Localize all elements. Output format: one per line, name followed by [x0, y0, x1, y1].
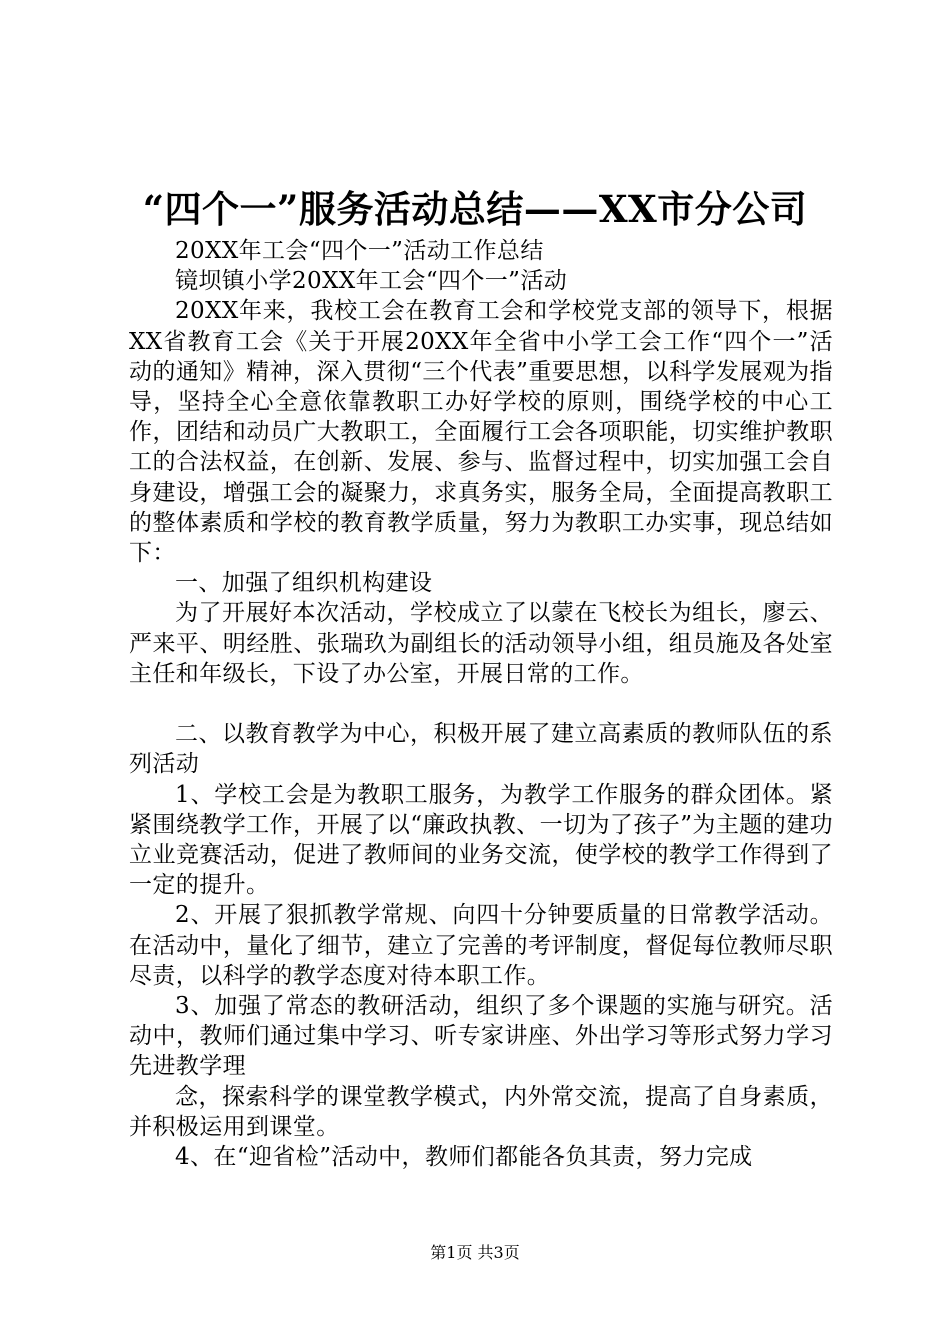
page-footer: 第1页 共3页 — [430, 1243, 520, 1262]
subtitle-line: 20XX年工会“四个一”活动工作总结 — [175, 238, 544, 264]
paragraph: 1、学校工会是为教职工服务，为教学工作服务的群众团体。紧紧围绕教学工作，开展了以“廉政执教、一切为了孩子”为主题的建功立业竞赛活动，促进了教师间的业务交流，使学校的教学工作得到了一定的提升。 — [129, 781, 833, 899]
subtitle-line: 镜坝镇小学20XX年工会“四个一”活动 — [175, 268, 568, 295]
section-heading: 一、加强了组织机构建设 — [175, 570, 433, 597]
paragraph: 2、开展了狠抓教学常规、向四十分钟要质量的日常教学活动。在活动中，量化了细节，建立了完善的考评制度，督促每位教师尽职尽责，以科学的教学态度对待本职工作。 — [129, 902, 833, 989]
document-title: “四个一”服务活动总结——XX市分公司 — [142, 187, 808, 231]
section-heading: 二、以教育教学为中心，积极开展了建立高素质的教师队伍的系列活动 — [129, 721, 833, 778]
paragraph: 念，探索科学的课堂教学模式，内外常交流，提高了自身素质，并积极运用到课堂。 — [129, 1083, 833, 1140]
paragraph: 4、在“迎省检”活动中，教师们都能各负其责，努力完成 — [175, 1144, 753, 1171]
paragraph: 为了开展好本次活动，学校成立了以蒙在飞校长为组长，廖云、严来平、明经胜、张瑞玖为副组长的活动领导小组，组员施及各处室主任和年级长，下设了办公室，开展日常的工作。 — [129, 600, 833, 687]
blank-line — [129, 689, 833, 719]
document-body — [129, 236, 833, 1172]
paragraph: 3、加强了常态的教研活动，组织了多个课题的实施与研究。活动中，教师们通过集中学习、听专家讲座、外出学习等形式努力学习先进教学理 — [129, 993, 833, 1080]
paragraph: 20XX年来，我校工会在教育工会和学校党支部的领导下，根据XX省教育工会《关于开展20XX年全省中小学工会工作“四个一”活动的通知》精神，深入贯彻“三个代表”重要思想，以科学发展观为指导，坚持全心全意依靠教职工办好学校的原则，围绕学校的中心工作，团结和动员广大教职工，全面履行工会各项职能，切实维护教职工的合法权益，在创新、发展、参与、监督过程中，切实加强工会自身建设，增强工会的凝聚力，求真务实，服务全局，全面提高教职工的整体素质和学校的教育教学质量，努力为教职工办实事，现总结如下： — [129, 298, 833, 567]
